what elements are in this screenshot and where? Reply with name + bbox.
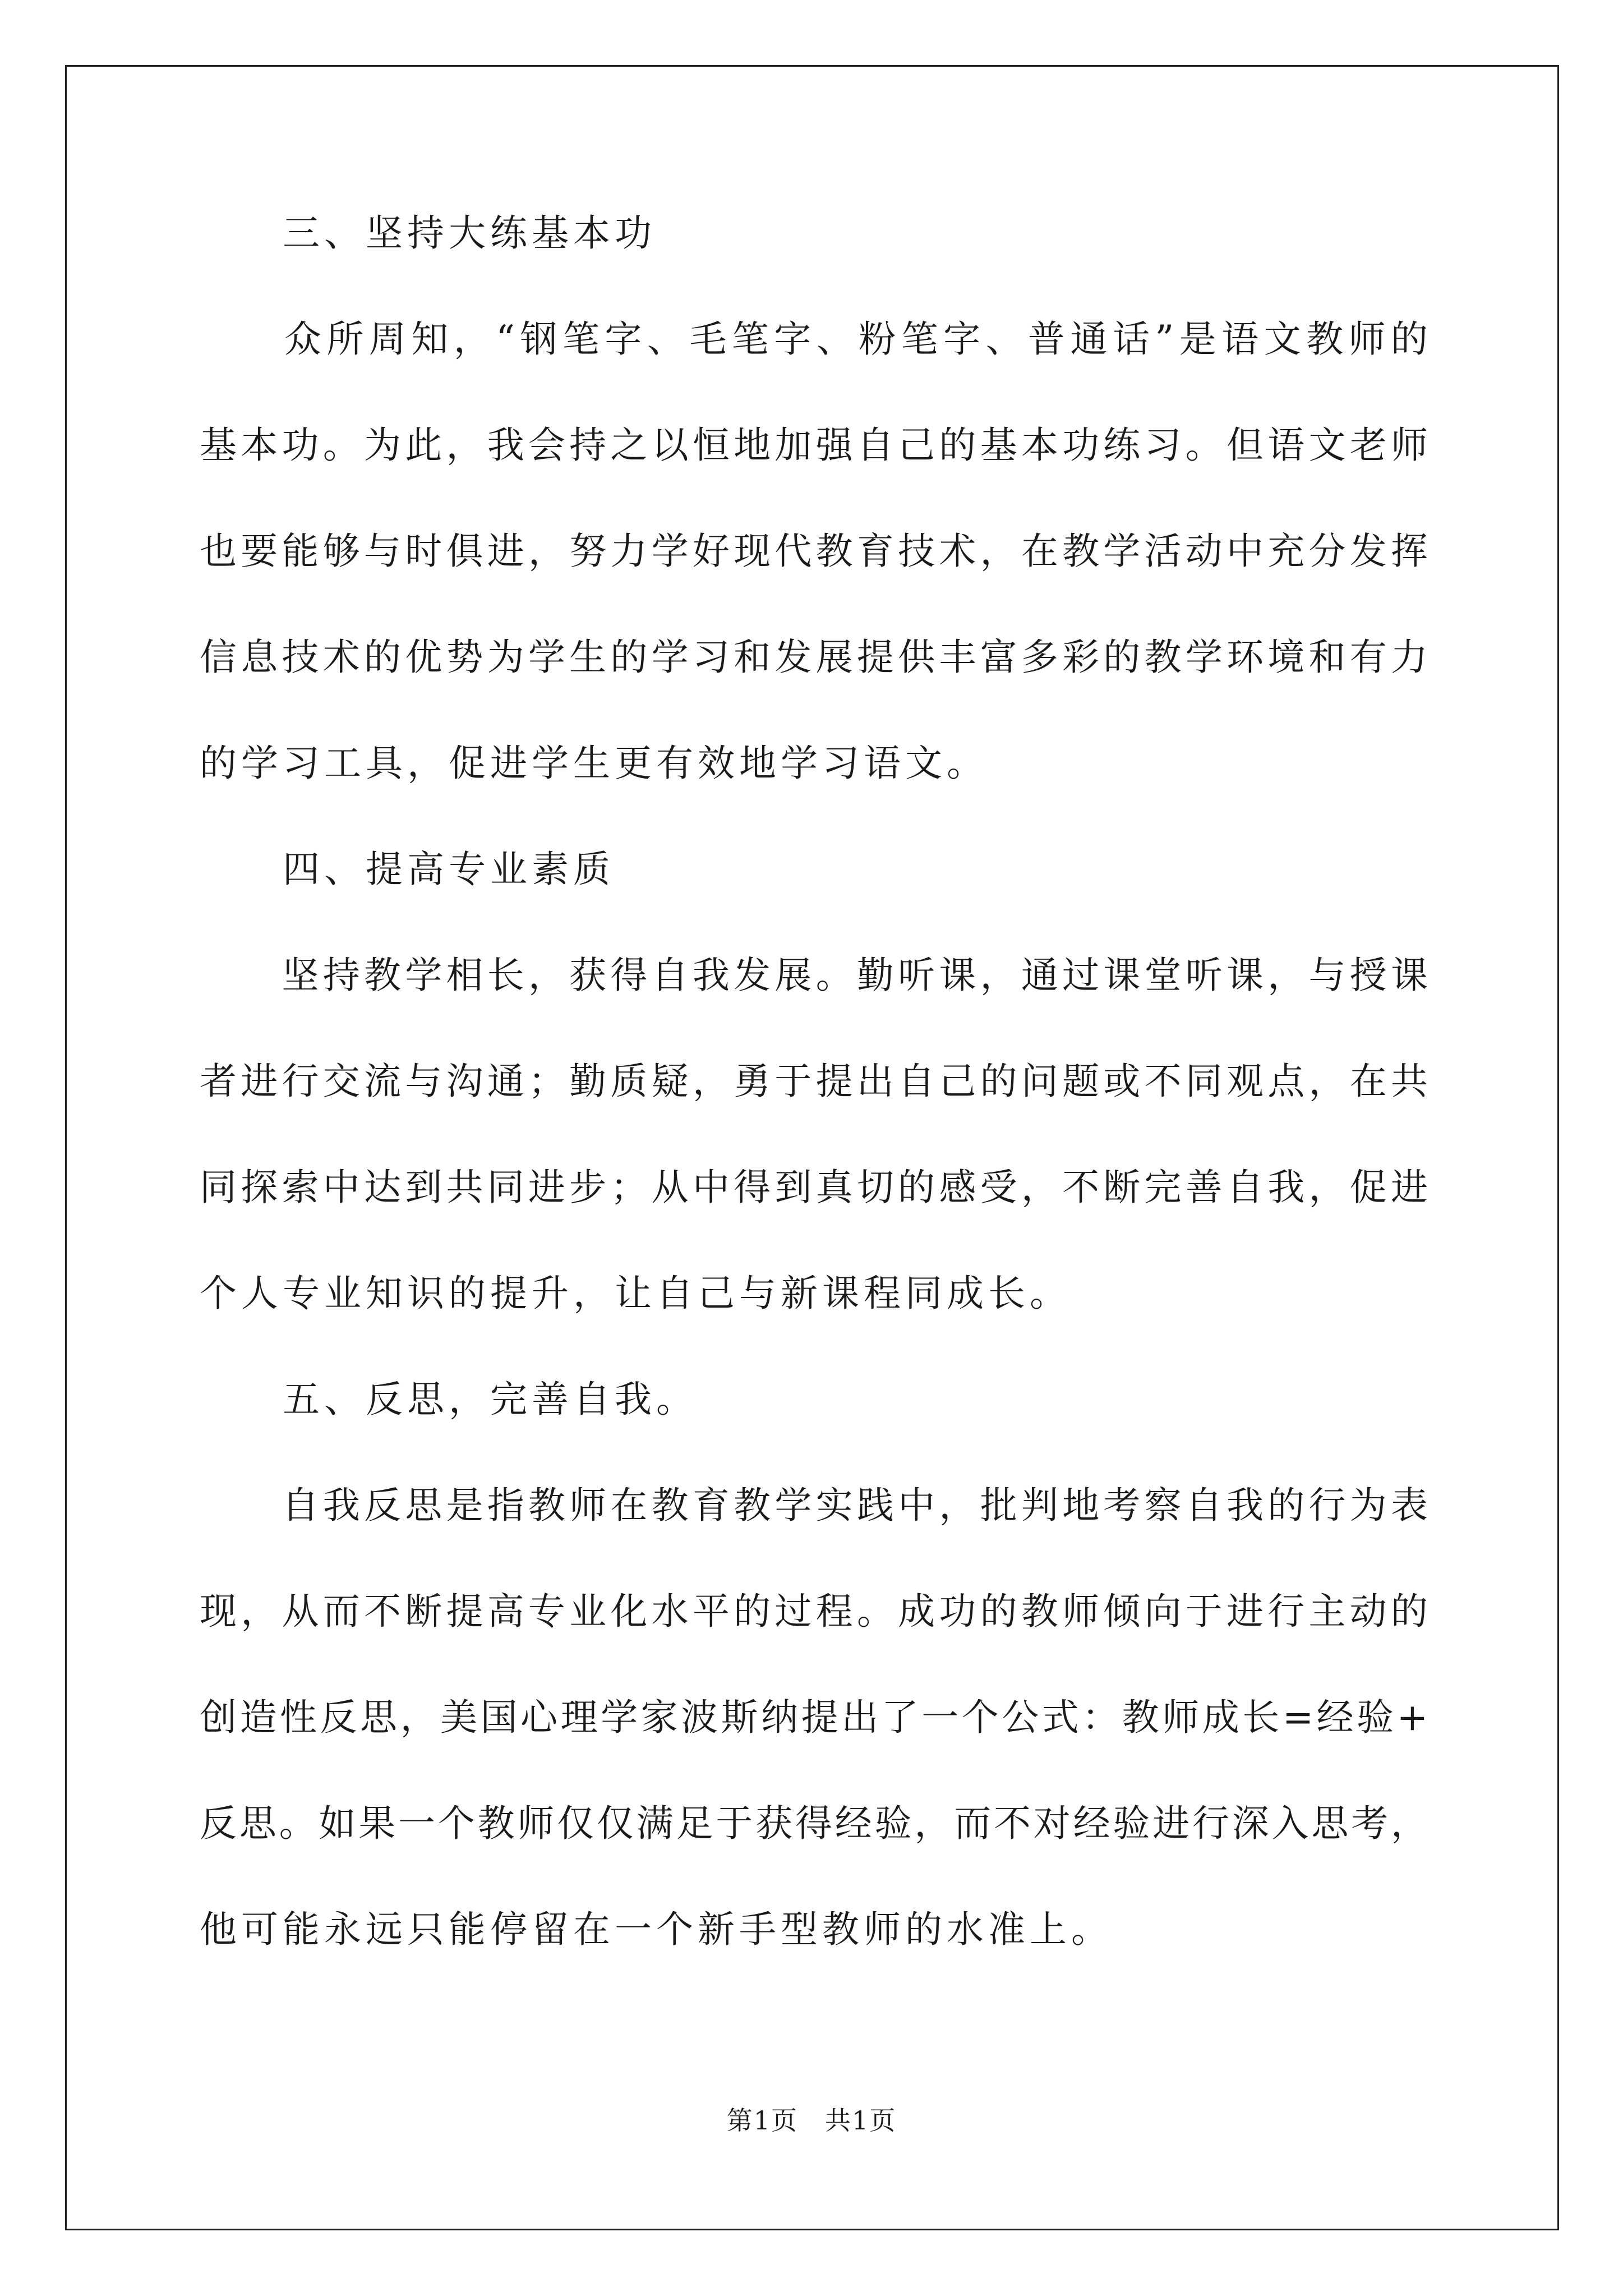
- paragraph-line: 他可能永远只能停留在一个新手型教师的水准上。: [200, 1908, 1113, 1951]
- paragraph-line: 基本功。为此，我会持之以恒地加强自己的基本功练习。但语文老师: [200, 424, 1428, 467]
- paragraph-line: 者进行交流与沟通；勤质疑，勇于提出自己的问题或不同观点，在共: [200, 1060, 1428, 1103]
- paragraph-line: 同探索中达到共同进步；从中得到真切的感受，不断完善自我，促进: [200, 1166, 1428, 1209]
- section-heading: 四、提高专业素质: [200, 848, 615, 891]
- section-heading: 五、反思，完善自我。: [200, 1378, 698, 1421]
- paragraph-line: 反思。如果一个教师仅仅满足于获得经验，而不对经验进行深入思考，: [200, 1802, 1428, 1845]
- paragraph-line: 坚持教学相长，获得自我发展。勤听课，通过课堂听课，与授课: [200, 954, 1428, 997]
- paragraph-line: 也要能够与时俱进，努力学好现代教育技术，在教学活动中充分发挥: [200, 530, 1428, 573]
- paragraph-line: 现，从而不断提高专业化水平的过程。成功的教师倾向于进行主动的: [200, 1590, 1428, 1633]
- paragraph-line: 众所周知，“钢笔字、毛笔字、粉笔字、普通话”是语文教师的: [200, 318, 1428, 361]
- paragraph-line: 自我反思是指教师在教育教学实践中，批判地考察自我的行为表: [200, 1484, 1428, 1527]
- paragraph-line: 个人专业知识的提升，让自己与新课程同成长。: [200, 1272, 1071, 1315]
- paragraph-line: 创造性反思，美国心理学家波斯纳提出了一个公式：教师成长=经验+: [200, 1696, 1428, 1739]
- section-heading: 三、坚持大练基本功: [200, 211, 656, 255]
- paragraph-line: 的学习工具，促进学生更有效地学习语文。: [200, 742, 988, 785]
- page-number: 第1页 共1页: [726, 2105, 897, 2136]
- page-border: [65, 65, 1559, 2230]
- paragraph-line: 信息技术的优势为学生的学习和发展提供丰富多彩的教学环境和有力: [200, 636, 1428, 679]
